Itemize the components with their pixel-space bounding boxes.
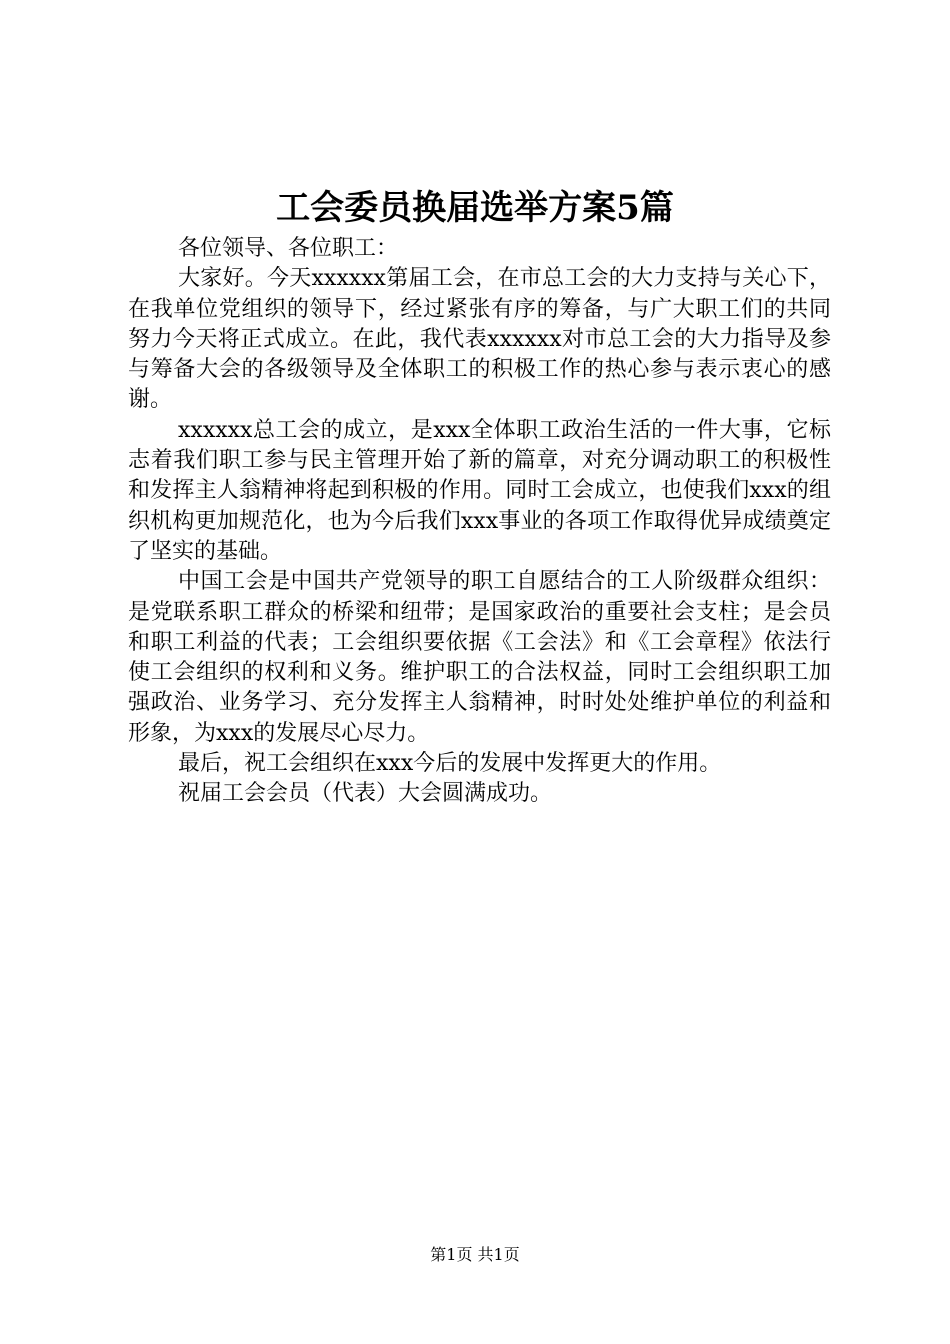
paragraph-union-role: 中国工会是中国共产党领导的职工自愿结合的工人阶级群众组织：是党联系职工群众的桥梁和纽带；是国家政治的重要社会支柱；是会员和职工利益的代表；工会组织要依据《工会法》和《工会章程》依法行使工会组织的权利和义务。维护职工的合法权益，同时工会组织职工加强政治、业务学习、充分发挥主人翁精神，时时处处维护单位的利益和形象，为xxx的发展尽心尽力。 bbox=[128, 569, 831, 746]
paragraph-salutation: 各位领导、各位职工： bbox=[178, 236, 399, 261]
page-footer: 第1页 共1页 bbox=[430, 1245, 520, 1264]
paragraph-greeting: 大家好。今天xxxxxx第届工会，在市总工会的大力支持与关心下，在我单位党组织的领导下，经过紧张有序的筹备，与广大职工们的共同努力今天将正式成立。在此，我代表xxxxxx对市总工会的大力指导及参与筹备大会的各级领导及全体职工的积极工作的热心参与表示衷心的感谢。 bbox=[128, 266, 831, 413]
paragraph-significance: xxxxxx总工会的成立，是xxx全体职工政治生活的一件大事，它标志着我们职工参与民主管理开始了新的篇章，对充分调动职工的积极性和发挥主人翁精神将起到积极的作用。同时工会成立，也使我们xxx的组织机构更加规范化，也为今后我们xxx事业的各项工作取得优异成绩奠定了坚实的基础。 bbox=[128, 417, 831, 564]
paragraph-closing: 祝届工会会员（代表）大会圆满成功。 bbox=[178, 781, 553, 807]
document-title: 工会委员换届选举方案5篇 bbox=[276, 188, 674, 228]
document-body bbox=[128, 234, 831, 810]
paragraph-wish: 最后，祝工会组织在xxx今后的发展中发挥更大的作用。 bbox=[178, 751, 722, 777]
